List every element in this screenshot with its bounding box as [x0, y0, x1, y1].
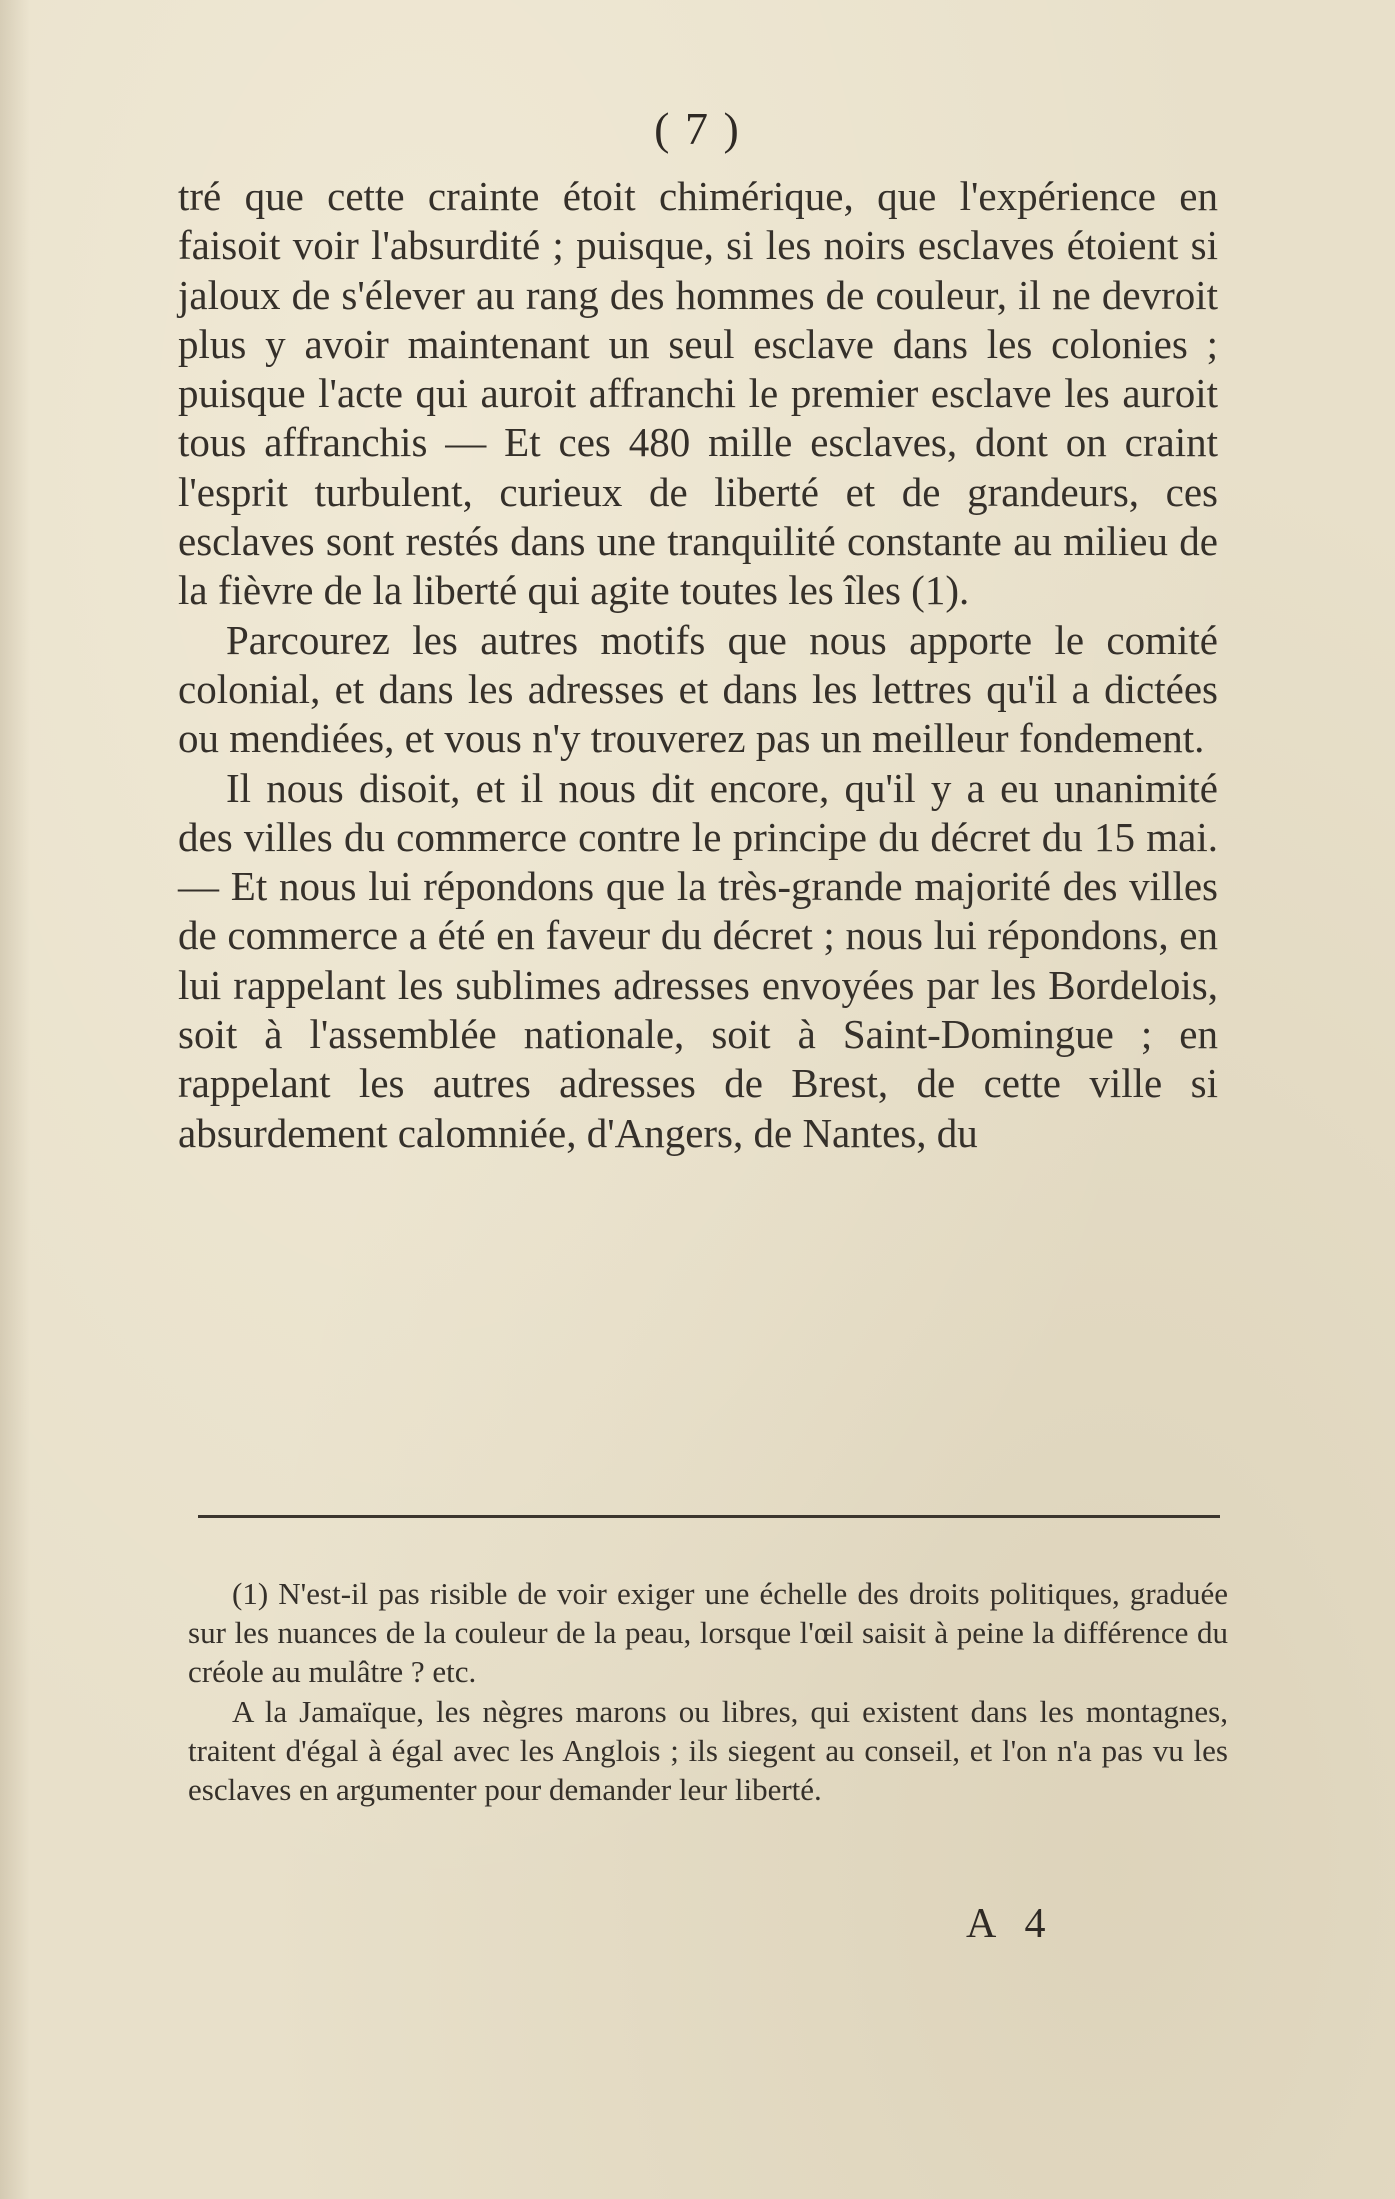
signature-mark: A 4: [966, 1901, 1056, 1947]
body-paragraph: tré que cette crainte étoit chimérique, que l'expérience en faisoit voir l'absurdité ; puisque, si les noirs esclaves étoient si jaloux de s'élever au rang des hommes de couleur, il ne devroit plus y avoir maintenant un seul esclave dans les colonies ; puisque l'acte qui auroit affranchi le premier esclave les auroit tous affranchis — Et ces 480 mille esclaves, dont on craint l'esprit turbulent, curieux de liberté et de grandeurs, ces esclaves sont restés dans une tranquilité constante au milieu de la fièvre de la liberté qui agite toutes les îles (1).: [178, 173, 1218, 614]
main-text: [178, 172, 1218, 1158]
body-paragraph: Parcourez les autres motifs que nous apporte le comité colonial, et dans les adresses et dans les lettres qu'il a dictées ou mendiées, et vous n'y trouverez pas un meilleur fondement.: [178, 616, 1218, 762]
footnote-divider: [198, 1515, 1220, 1518]
page-number: ( 7 ): [654, 103, 741, 154]
footnotes: [188, 1574, 1228, 1809]
body-paragraph: Il nous disoit, et il nous dit encore, qu'il y a eu unanimité des villes du commerce contre le principe du décret du 15 mai. — Et nous lui répondons que la très-grande majorité des villes de commerce a été en faveur du décret ; nous lui répondons, en lui rappelant les sublimes adresses envoyées par les Bordelois, soit à l'assemblée nationale, soit à Saint-Domingue ; en rappelant les autres adresses de Brest, de cette ville si absurdement calomniée, d'Angers, de Nantes, du: [178, 764, 1218, 1156]
page-edge-shadow: [0, 0, 30, 2199]
footnote: A la Jamaïque, les nègres marons ou libres, qui existent dans les montagnes, traitent d'égal à égal avec les Anglois ; ils siegent au conseil, et l'on n'a pas vu les esclaves en argumenter pour demander leur liberté.: [188, 1693, 1228, 1808]
footnote: (1) N'est-il pas risible de voir exiger une échelle des droits politiques, graduée sur les nuances de la couleur de la peau, lorsque l'œil saisit à peine la différence du créole au mulâtre ? etc.: [188, 1576, 1228, 1690]
